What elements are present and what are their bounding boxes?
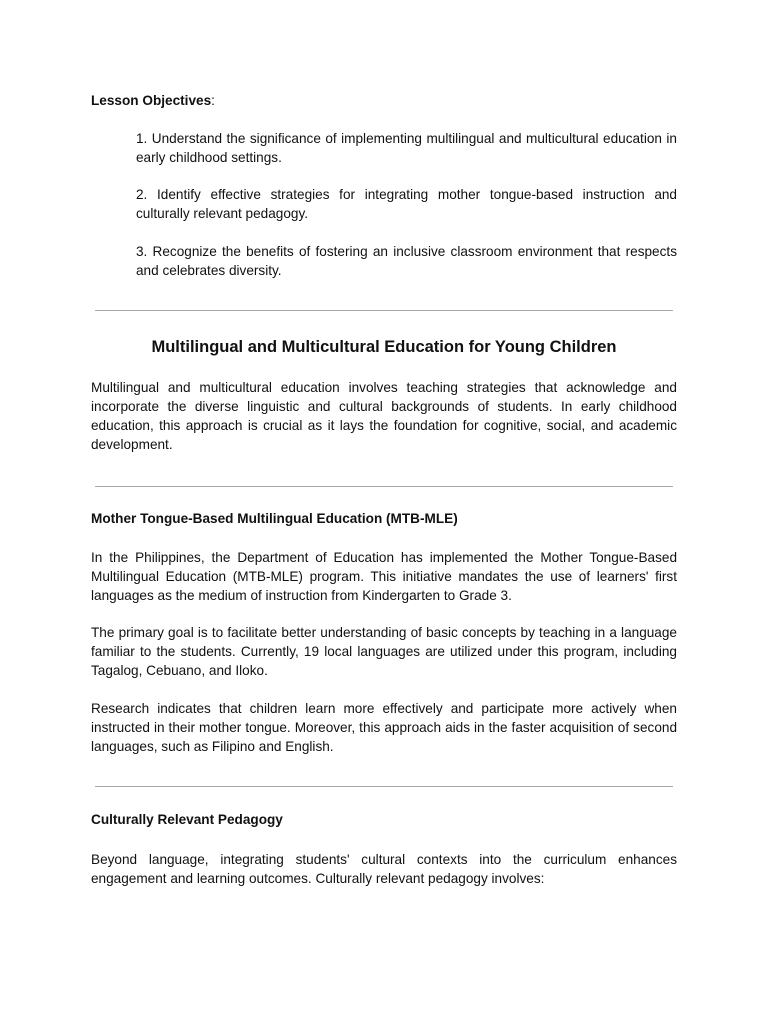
mtb-paragraph: The primary goal is to facilitate better understanding of basic concepts by teaching in a language familiar to the students. Currently, 19 local languages are utilized under this program, including Tagalog, Cebuano, and Iloko. [91, 625, 677, 678]
section-divider [95, 486, 673, 487]
mtb-paragraph: Research indicates that children learn more effectively and participate more actively when instructed in their mother tongue. Moreover, this approach aids in the faster acquisition of second languages, such as Filipino and English. [91, 701, 677, 754]
lesson-objectives-label [91, 91, 681, 110]
mtb-paragraph: In the Philippines, the Department of Education has implemented the Mother Tongue-Based Multilingual Education (MTB-MLE) program. This initiative mandates the use of learners' first languages as the medium of instruction from Kindergarten to Grade 3. [91, 550, 677, 603]
intro-paragraph: Multilingual and multicultural education involves teaching strategies that acknowledge and incorporate the diverse linguistic and cultural backgrounds of students. In early childhood education, this approach is crucial as it lays the foundation for cognitive, social, and academic development. [91, 380, 677, 452]
lesson-objectives-colon: : [211, 93, 215, 108]
objective-item: 2. Identify effective strategies for integrating mother tongue-based instruction and culturally relevant pedagogy. [136, 187, 677, 221]
section-divider [95, 786, 673, 787]
lesson-objectives-label-text: Lesson Objectives [91, 93, 212, 108]
objective-item: 1. Understand the significance of implementing multilingual and multicultural education in early childhood settings. [136, 131, 677, 165]
crp-paragraph: Beyond language, integrating students' cultural contexts into the curriculum enhances engagement and learning outcomes. Culturally relevant pedagogy involves: [91, 852, 677, 886]
objective-item: 3. Recognize the benefits of fostering an inclusive classroom environment that respects and celebrates diversity. [136, 244, 677, 278]
crp-heading: Culturally Relevant Pedagogy [91, 812, 283, 827]
mtb-mle-heading: Mother Tongue-Based Multilingual Education (MTB-MLE) [91, 511, 458, 526]
section-divider [95, 310, 673, 311]
page-title: Multilingual and Multicultural Education for Young Children [151, 338, 617, 356]
